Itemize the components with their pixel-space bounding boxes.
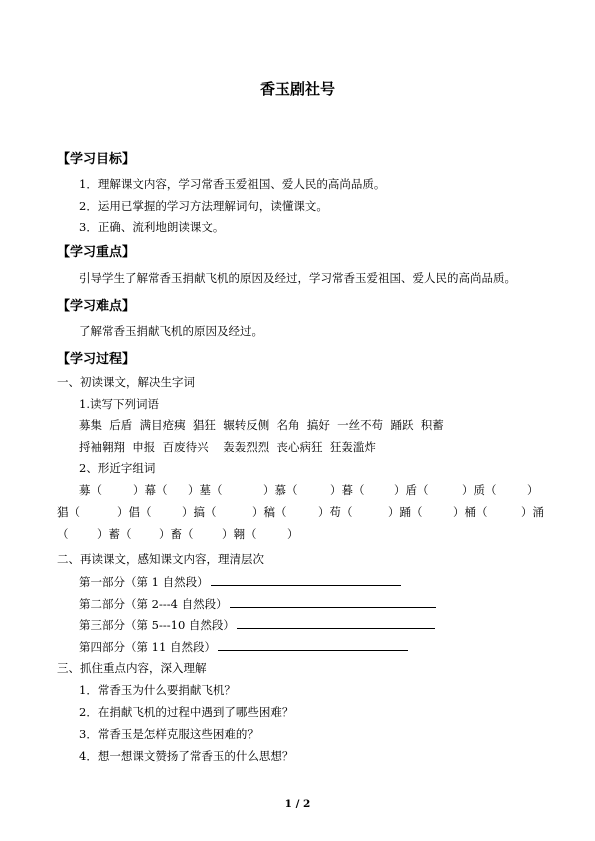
focus-text: 引导学生了解常香玉捐献飞机的原因及经过，学习常香玉爱祖国、爱人民的高尚品质。 [79, 271, 516, 285]
char-cell: ）暮（ [330, 483, 365, 497]
part1-sub1: 1.读写下列词语 [79, 397, 159, 411]
difficulty-text: 了解常香玉捐献飞机的原因及经过。 [79, 324, 263, 338]
goal-item-2: 2．运用已掌握的学习方法理解词句，读懂课文。 [79, 199, 328, 213]
structure-row-1 [79, 574, 595, 589]
char-cell: ）搞（ [182, 505, 217, 519]
char-cell: ）质（ [462, 483, 497, 497]
char-cell: 募（ [79, 483, 102, 497]
part1-sub2: 2、形近字组词 [79, 461, 156, 475]
char-cell: ）踊（ [388, 505, 423, 519]
char-cell: ）涌 [521, 505, 544, 519]
structure-row-4 [79, 639, 595, 654]
char-cell: ）稿（ [252, 505, 287, 519]
question-2: 2．在捐献飞机的过程中遇到了哪些困难？ [79, 705, 294, 719]
heading-learning-goals: 【学习目标】 [57, 152, 136, 167]
char-cell: ）蓄（ [97, 527, 132, 541]
structure-row-2 [79, 596, 595, 611]
answer-blank[interactable] [230, 596, 436, 608]
page-title: 香玉剧社号 [259, 80, 335, 98]
question-1: 1．常香玉为什么要捐献飞机？ [79, 683, 236, 697]
structure-label: 第二部分（第 2---4 自然段） [79, 597, 228, 611]
goal-item-3: 3．正确、流利地朗读课文。 [79, 220, 225, 234]
char-cell: ）盾（ [394, 483, 429, 497]
char-cell: ）幕（ [133, 483, 168, 497]
answer-blank[interactable] [218, 639, 408, 651]
answer-blank[interactable] [211, 574, 401, 586]
similar-chars-row-2 [0, 505, 595, 519]
goal-item-1: 1．理解课文内容，学习常香玉爱祖国、爱人民的高尚品质。 [79, 177, 386, 191]
similar-chars-row-1 [0, 483, 595, 497]
heading-learning-focus: 【学习重点】 [57, 245, 136, 260]
char-cell: ）慕（ [263, 483, 298, 497]
char-cell: 猖（ [57, 505, 80, 519]
structure-label: 第三部分（第 5---10 自然段） [79, 618, 235, 632]
heading-learning-difficulty: 【学习难点】 [57, 299, 136, 314]
structure-label: 第四部分（第 11 自然段） [79, 640, 216, 654]
char-cell: （ [57, 527, 69, 541]
char-cell: ）倡（ [117, 505, 152, 519]
structure-row-3 [79, 617, 595, 632]
char-cell: ）墓（ [188, 483, 223, 497]
char-cell: ） [287, 527, 299, 541]
heading-learning-process: 【学习过程】 [57, 352, 136, 367]
char-cell: ） [527, 483, 539, 497]
structure-label: 第一部分（第 1 自然段） [79, 575, 209, 589]
char-cell: ）桶（ [453, 505, 488, 519]
part1-title: 一、初读课文，解决生字词 [57, 375, 195, 389]
question-3: 3．常香玉是怎样克服这些困难的？ [79, 727, 259, 741]
part3-title: 三、抓住重点内容，深入理解 [57, 661, 207, 675]
similar-chars-row-3 [0, 527, 595, 541]
page-number: 1 / 2 [284, 798, 311, 810]
char-cell: ）苟（ [318, 505, 353, 519]
question-4: 4．想一想课文赞扬了常香玉的什么思想？ [79, 749, 294, 763]
char-cell: ）畜（ [159, 527, 194, 541]
vocab-row-2: 捋袖翱翔 申报 百废待兴 轰轰烈烈 丧心病狂 狂轰滥炸 [79, 440, 376, 454]
vocab-row-1: 募集 后盾 满目疮痍 猖狂 辗转反侧 名角 搞好 一丝不苟 踊跃 积蓄 [79, 418, 444, 432]
char-cell: ）翱（ [222, 527, 257, 541]
answer-blank[interactable] [237, 617, 435, 629]
part2-title: 二、再读课文，感知课文内容，理清层次 [57, 552, 264, 566]
